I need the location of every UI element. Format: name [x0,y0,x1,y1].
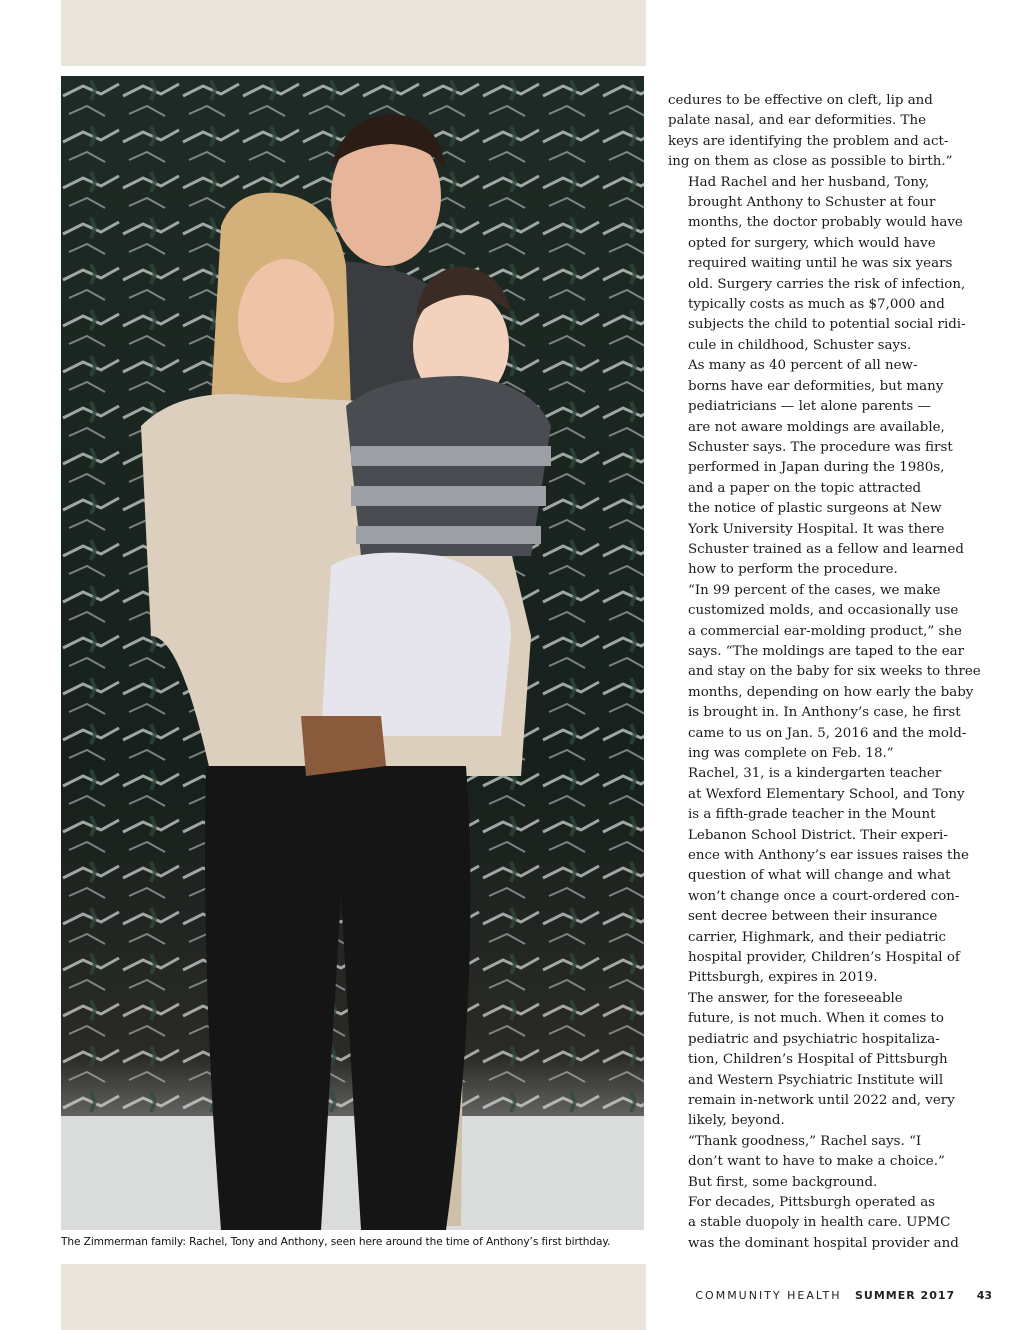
article-line: months, depending on how early the baby [688,684,974,700]
article-line: cule in childhood, Schuster says. [688,337,912,353]
article-line: For decades, Pittsburgh operated as [688,1194,936,1210]
article-line: are not aware moldings are available, [688,419,945,435]
article-paragraph [668,1173,958,1193]
article-line: Lebanon School District. Their experi- [688,827,948,843]
article-paragraph [668,1132,958,1173]
article-line: won’t change once a court-ordered con- [688,888,960,904]
family-photo [61,76,644,1230]
article-line: and stay on the baby for six weeks to three [688,664,981,680]
article-line: came to us on Jan. 5, 2016 and the mold- [688,725,967,741]
article-line: and Western Psychiatric Institute will [688,1072,944,1088]
article-line: tion, Children’s Hospital of Pittsburgh [688,1052,948,1068]
footer-issue: SUMMER 2017 [855,1289,956,1302]
article-line: “Thank goodness,” Rachel says. “I [688,1133,922,1149]
article-line: keys are identifying the problem and act- [668,133,949,149]
article-line: Rachel, 31, is a kindergarten teacher [688,766,942,782]
article-line: old. Surgery carries the risk of infection, [688,276,966,292]
article-line: required waiting until he was six years [688,256,953,272]
article-line: and a paper on the topic attracted [688,480,922,496]
article-paragraph [668,764,969,988]
article-line: brought Anthony to Schuster at four [688,195,936,211]
article-paragraph [668,989,958,1132]
article-paragraph [668,173,966,357]
article-line: at Wexford Elementary School, and Tony [688,786,965,802]
article-line: sent decree between their insurance [688,909,938,925]
article-line: how to perform the procedure. [688,562,898,578]
article-line: But first, some background. [688,1174,878,1190]
article-line: York University Hospital. It was there [688,521,945,537]
article-line: ing was complete on Feb. 18.” [688,746,894,761]
article-line: Had Rachel and her husband, Tony, [688,174,930,190]
article-line: borns have ear deformities, but many [688,378,944,394]
article-line: Pittsburgh, expires in 2019. [688,970,878,986]
article-line: is brought in. In Anthony’s case, he first [688,705,961,721]
article-line: Schuster says. The procedure was first [688,439,953,455]
article-line: “In 99 percent of the cases, we make [688,582,941,598]
article-line: question of what will change and what [688,868,951,884]
article-line: carrier, Highmark, and their pediatric [688,929,947,945]
article-line: As many as 40 percent of all new- [688,358,918,374]
article-line: hospital provider, Children’s Hospital of [688,950,960,966]
article-paragraph [668,1193,958,1254]
page-number: 43 [976,1289,992,1302]
article-line: a commercial ear-molding product,” she [688,623,962,639]
article-line: remain in-network until 2022 and, very [688,1092,955,1108]
top-decorative-band [61,0,646,66]
article-line: was the dominant hospital provider and [688,1235,959,1251]
article-line: The answer, for the foreseeable [688,990,903,1006]
footer-section-name: COMMUNITY HEALTH [695,1289,842,1302]
article-paragraph [668,91,958,173]
article-line: palate nasal, and ear deformities. The [668,113,926,129]
article-line: future, is not much. When it comes to [688,1011,944,1027]
article-line: likely, beyond. [688,1113,785,1129]
article-line: the notice of plastic surgeons at New [688,501,942,517]
photo-caption: The Zimmerman family: Rachel, Tony and Anthony, seen here around the time of Anthony’s first birthday. [61,1236,611,1248]
article-line: months, the doctor probably would have [688,215,963,231]
article-paragraph [668,581,981,765]
article-line: says. “The moldings are taped to the ear [688,643,965,659]
article-line: pediatricians — let alone parents — [688,399,931,415]
article-body [668,91,981,1254]
article-line: pediatric and psychiatric hospitaliza- [688,1031,940,1047]
article-line: don’t want to have to make a choice.” [688,1154,945,1170]
article-line: cedures to be effective on cleft, lip and [668,93,933,108]
page-footer [695,1289,992,1302]
article-line: opted for surgery, which would have [688,235,936,251]
article-line: customized molds, and occasionally use [688,603,959,619]
article-line: performed in Japan during the 1980s, [688,460,945,476]
article-paragraph [668,356,964,580]
article-line: ing on them as close as possible to birth.” [668,154,953,170]
article-line: subjects the child to potential social ridi- [688,317,966,333]
article-line: Schuster trained as a fellow and learned [688,541,964,557]
bottom-decorative-band [61,1264,646,1330]
article-line: is a fifth-grade teacher in the Mount [688,807,936,823]
article-line: typically costs as much as $7,000 and [688,297,945,313]
article-line: ence with Anthony’s ear issues raises the [688,848,969,864]
article-line: a stable duopoly in health care. UPMC [688,1215,951,1231]
